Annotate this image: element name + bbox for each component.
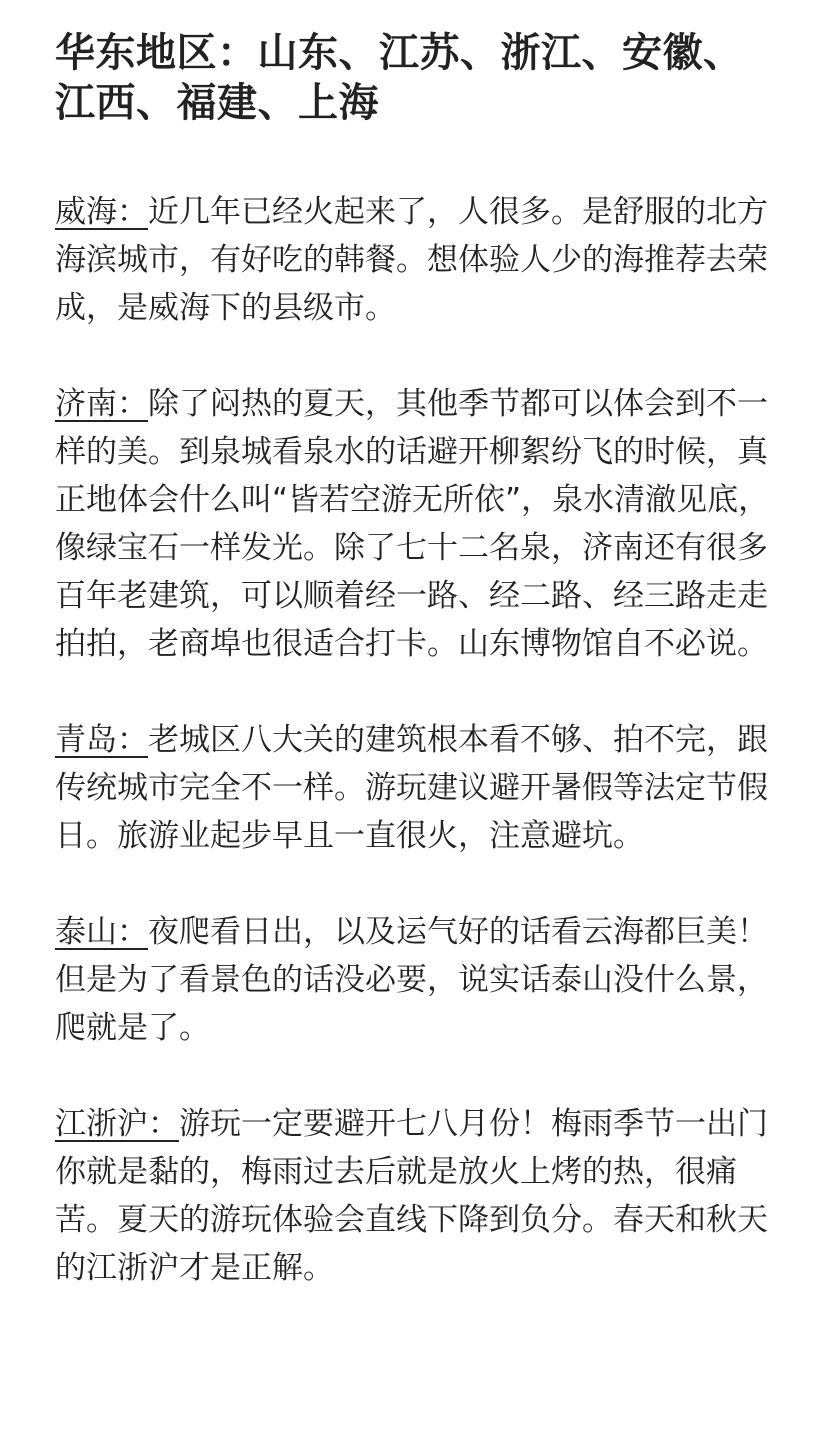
entry-qingdao <box>55 716 775 860</box>
entry-text: 游玩一定要避开七八月份！梅雨季节一出门你就是黏的，梅雨过去后就是放火上烤的热，很痛苦。夏天的游玩体验会直线下降到负分。春天和秋天的江浙沪才是正解。 <box>55 1106 768 1286</box>
entry-label: 江浙沪： <box>55 1106 179 1142</box>
entry-text: 老城区八大关的建筑根本看不够、拍不完，跟传统城市完全不一样。游玩建议避开暑假等法定节假日。旅游业起步早且一直很火，注意避坑。 <box>55 722 768 854</box>
entry-text: 除了闷热的夏天，其他季节都可以体会到不一样的美。到泉城看泉水的话避开柳絮纷飞的时候，真正地体会什么叫“皆若空游无所依”，泉水清澈见底，像绿宝石一样发光。除了七十二名泉，济南还有很多百年老建筑，可以顺着经一路、经二路、经三路走走拍拍，老商埠也很适合打卡。山东博物馆自不必说。 <box>55 386 770 662</box>
entry-label: 济南： <box>55 386 148 422</box>
entry-label: 青岛： <box>55 722 148 758</box>
entry-taishan <box>55 908 775 1052</box>
entry-label: 泰山： <box>55 914 148 950</box>
entry-text: 夜爬看日出，以及运气好的话看云海都巨美！但是为了看景色的话没必要，说实话泰山没什么景，爬就是了。 <box>55 914 768 1046</box>
entry-text: 近几年已经火起来了，人很多。是舒服的北方海滨城市，有好吃的韩餐。想体验人少的海推荐去荣成，是威海下的县级市。 <box>55 194 768 326</box>
entry-jinan <box>55 380 775 668</box>
entry-weihai <box>55 188 775 332</box>
page-title: 华东地区：山东、江苏、浙江、安徽、江西、福建、上海 <box>55 30 744 126</box>
entry-label: 威海： <box>55 194 148 230</box>
article <box>55 28 775 1292</box>
entry-jiangzhehu <box>55 1100 775 1292</box>
